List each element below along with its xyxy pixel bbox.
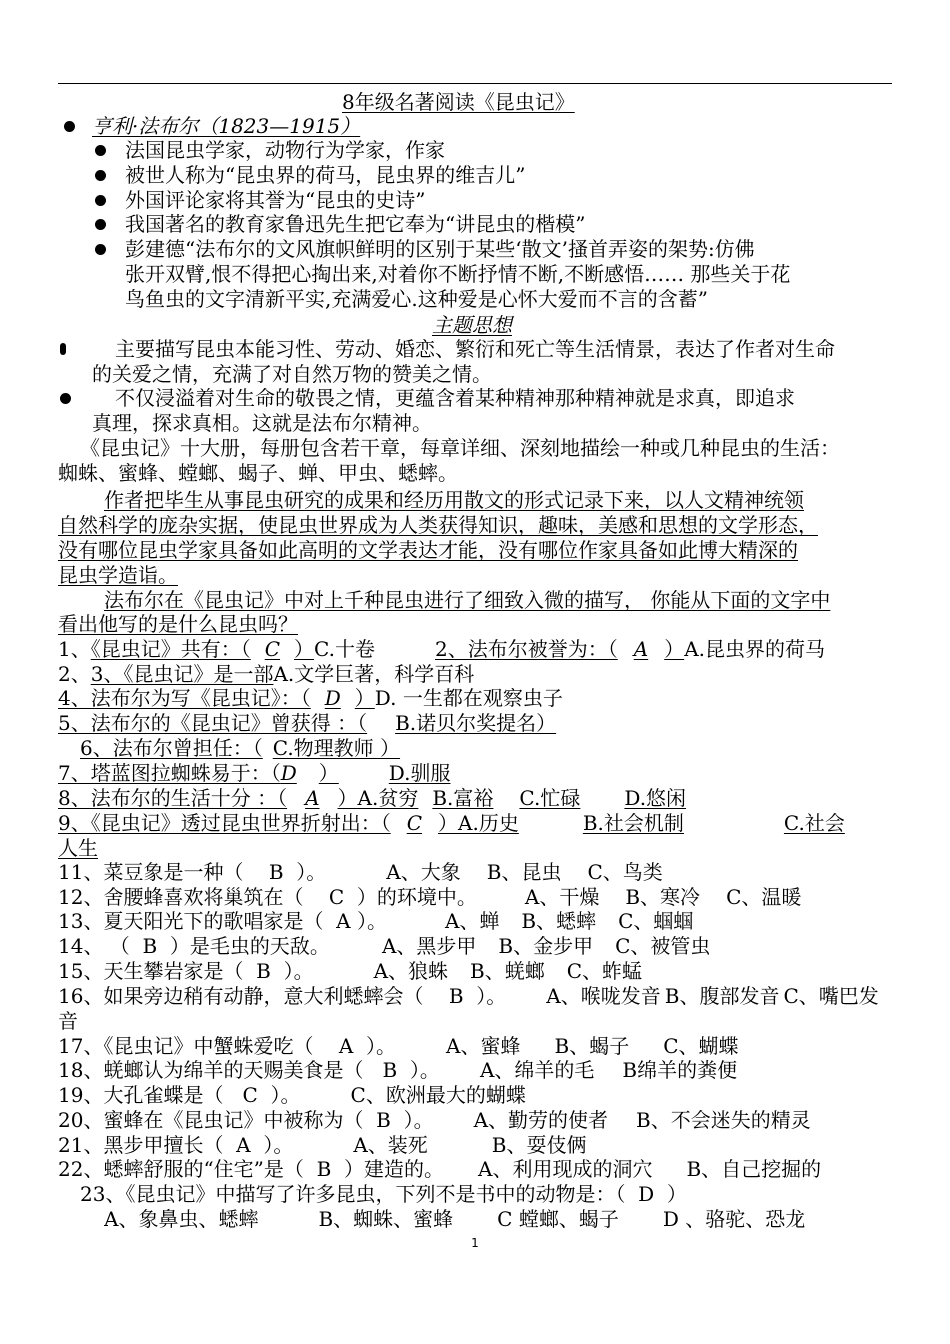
question-close: ） bbox=[664, 637, 685, 661]
mc-option: C、欧洲最大的蝴蝶 bbox=[350, 1083, 526, 1107]
mc-option: A、狼蛛 bbox=[373, 959, 449, 983]
option: C.十卷 bbox=[314, 637, 375, 661]
bullet-dot bbox=[95, 195, 106, 206]
theme-paragraph: 的关爱之情，充满了对自然万物的赞美之情。 bbox=[92, 362, 492, 386]
mc-option: B、蟋蟀 bbox=[521, 909, 597, 933]
mc-question-row bbox=[104, 1207, 944, 1232]
mc-question-text: 21、黑步甲擅长（ A ）。 bbox=[58, 1133, 294, 1157]
theme-paragraph: 真理，探求真相。这就是法布尔精神。 bbox=[92, 411, 432, 435]
list-item: 被世人称为“昆虫界的荷马，昆虫界的维吉儿” bbox=[125, 163, 526, 187]
option: C.社会 bbox=[783, 811, 845, 835]
mc-question-text: 17、《昆虫记》中蟹蛛爱吃（ A ）。 bbox=[58, 1034, 397, 1058]
question-number: 2、 bbox=[58, 662, 91, 686]
mc-option: B、蜘蛛、蜜蜂 bbox=[318, 1207, 454, 1231]
answer: D bbox=[324, 686, 341, 710]
mc-option: B、蝎子 bbox=[554, 1034, 630, 1058]
question-row bbox=[58, 711, 898, 736]
mc-option: C、蝈蝈 bbox=[618, 909, 694, 933]
mc-option: A、象鼻虫、蟋蟀 bbox=[104, 1207, 259, 1231]
mc-question-row bbox=[58, 934, 898, 959]
mc-question-text: 12、舍腰蜂喜欢将巢筑在（ C ）的环境中。 bbox=[58, 885, 477, 909]
option: B.社会机制 bbox=[582, 811, 684, 835]
option: D.悠闲 bbox=[624, 786, 687, 810]
question-row bbox=[58, 786, 898, 811]
question-close: ） bbox=[337, 786, 358, 810]
mc-option: B、昆虫 bbox=[486, 860, 562, 884]
mc-question-text: 18、蜣螂认为绵羊的天赐美食是（ B ）。 bbox=[58, 1058, 440, 1082]
list-item: 法国昆虫学家，动物行为学家，作家 bbox=[125, 138, 445, 162]
page-title: 8年级名著阅读《昆虫记》 bbox=[342, 90, 575, 114]
summary-paragraph: 《昆虫记》十大册，每册包含若干章，每章详细、深刻地描绘一种或几种昆虫的生活： bbox=[80, 436, 840, 460]
question-text: 5、法布尔的《昆虫记》曾获得 ：（ bbox=[58, 711, 368, 735]
mc-option: A、黑步甲 bbox=[381, 934, 477, 958]
mc-question-text: 15、天生攀岩家是（ B ）。 bbox=[58, 959, 314, 983]
mc-option: B、腹部发音 bbox=[664, 984, 780, 1008]
option: A.文学巨著，科学百科 bbox=[273, 662, 475, 686]
option: D. 一生都在观察虫子 bbox=[374, 686, 563, 710]
mc-option: B、耍伎俩 bbox=[491, 1133, 587, 1157]
underlined-paragraph: 没有哪位昆虫学家具备如此高明的文学表达才能，没有哪位作家具备如此博大精深的 bbox=[58, 538, 798, 562]
bullet-dot bbox=[95, 244, 106, 255]
mc-question-text: 16、如果旁边稍有动静，意大利蟋蟀会（ B ）。 bbox=[58, 984, 507, 1008]
mc-option: A、绵羊的毛 bbox=[479, 1058, 595, 1082]
list-item-continued: 鸟鱼虫的文字清新平实,充满爱心.这种爱是心怀大爱而不言的含蓄” bbox=[125, 287, 708, 311]
question-text: 9、《昆虫记》透过昆虫世界折射出：（ bbox=[58, 811, 391, 835]
mc-question-text: 19、大孔雀蝶是（ C ）。 bbox=[58, 1083, 301, 1107]
list-item: 彭建德“法布尔的文风旗帜鲜明的区别于某些‘散文’搔首弄姿的架势:仿佛 bbox=[125, 237, 755, 261]
question-row bbox=[58, 637, 898, 662]
question-text: 4、法布尔为写《昆虫记》：（ bbox=[58, 686, 311, 710]
mc-question-row bbox=[58, 959, 898, 984]
mc-option: D 、骆驼、恐龙 bbox=[662, 1207, 806, 1231]
question-row bbox=[58, 761, 898, 786]
mc-option: A、喉咙发音 bbox=[546, 984, 661, 1008]
question-text: 3、《昆虫记》是一部 bbox=[90, 662, 274, 686]
mc-option: B绵羊的粪便 bbox=[622, 1058, 738, 1082]
mc-option: B、金步甲 bbox=[498, 934, 594, 958]
mc-option: A、利用现成的洞穴 bbox=[478, 1157, 653, 1181]
mc-question-text: 22、蟋蟀舒服的“住宅”是（ B ）建造的。 bbox=[58, 1157, 445, 1181]
question-row bbox=[80, 736, 920, 761]
mc-question-row bbox=[58, 1034, 898, 1059]
mc-option: A、装死 bbox=[353, 1133, 428, 1157]
option: D.驯服 bbox=[388, 761, 451, 785]
mc-option: C、鸟类 bbox=[587, 860, 663, 884]
answer: C bbox=[264, 637, 281, 661]
option: C.忙碌 bbox=[519, 786, 581, 810]
answer: D bbox=[280, 761, 297, 785]
theme-heading: 主题思想 bbox=[432, 313, 512, 337]
theme-paragraph: 不仅浸溢着对生命的敬畏之情，更蕴含着某种精神那种精神就是求真，即追求 bbox=[115, 386, 795, 410]
answer: A bbox=[305, 786, 320, 810]
bullet-dot bbox=[95, 219, 106, 230]
mc-question-row bbox=[58, 1157, 898, 1182]
mc-option: A、蜜蜂 bbox=[446, 1034, 521, 1058]
question-text: 2、法布尔被誉为：（ bbox=[435, 637, 618, 661]
question-close: ） bbox=[294, 637, 315, 661]
header-rule bbox=[58, 83, 892, 84]
underlined-paragraph: 作者把毕生从事昆虫研究的成果和经历用散文的形式记录下来，以人文精神统领 bbox=[104, 488, 804, 512]
option: A.贫穷 bbox=[357, 786, 419, 810]
answer: C bbox=[406, 811, 423, 835]
mc-question-row bbox=[58, 860, 898, 885]
question-prompt: 看出他写的是什么昆虫吗？ bbox=[58, 612, 298, 636]
mc-question-row bbox=[58, 1009, 898, 1034]
question-prompt: 法布尔在《昆虫记》中对上千种昆虫进行了细致入微的描写， 你能从下面的文字中 bbox=[104, 588, 831, 612]
question-close: ） bbox=[318, 761, 339, 785]
mc-option: B、寒冷 bbox=[625, 885, 701, 909]
mc-option: A、勤劳的使者 bbox=[473, 1108, 609, 1132]
mc-option: C、温暖 bbox=[726, 885, 802, 909]
bullet-dot bbox=[95, 170, 106, 181]
question-row bbox=[58, 686, 898, 711]
mc-question-row bbox=[58, 1133, 898, 1158]
question-row bbox=[58, 662, 898, 687]
mc-option: A、蝉 bbox=[444, 909, 500, 933]
option: C.物理教师 ） bbox=[272, 736, 401, 760]
option: A.历史 bbox=[458, 811, 519, 835]
mc-option: A、大象 bbox=[386, 860, 461, 884]
question-text: 8、法布尔的生活十分 ：（ bbox=[58, 786, 288, 810]
list-item-continued: 张开双臂,恨不得把心掏出来,对着你不断抒情不断,不断感悟…… 那些关于花 bbox=[125, 262, 791, 286]
option: A.昆虫界的荷马 bbox=[684, 637, 825, 661]
question-row bbox=[58, 811, 894, 836]
mc-option: C 螳螂、蝎子 bbox=[497, 1207, 619, 1231]
question-text: 6、法布尔曾担任：（ bbox=[80, 736, 263, 760]
mc-question-text: 14、 （ B ）是毛虫的天敌。 bbox=[58, 934, 330, 958]
underlined-paragraph: 自然科学的庞杂实据，使昆虫世界成为人类获得知识，趣味，美感和思想的文学形态， bbox=[58, 513, 818, 537]
summary-paragraph: 蜘蛛、蜜蜂、螳螂、蝎子、蝉、甲虫、蟋蟀。 bbox=[58, 461, 458, 485]
bullet-dot bbox=[60, 343, 66, 355]
question-text: 7、塔蓝图拉蜘蛛易于：（ bbox=[58, 761, 281, 785]
mc-question-row bbox=[58, 1108, 898, 1133]
option: B.富裕 bbox=[432, 786, 494, 810]
mc-question-row bbox=[58, 1083, 898, 1108]
mc-question-row bbox=[80, 1182, 920, 1207]
question-text: 《昆虫记》共有：（ bbox=[90, 637, 251, 661]
option: B.诺贝尔奖提名） bbox=[395, 711, 557, 735]
question-continued: 人生 bbox=[58, 836, 98, 860]
mc-question-text: 20、蜜蜂在《昆虫记》中被称为（ B ）。 bbox=[58, 1108, 434, 1132]
mc-question-text: 11、菜豆象是一种（ B ）。 bbox=[58, 860, 327, 884]
mc-option: A、干燥 bbox=[524, 885, 600, 909]
mc-option: C、蚱蜢 bbox=[566, 959, 643, 983]
mc-option: B、蜣螂 bbox=[470, 959, 545, 983]
mc-option: C、被管虫 bbox=[615, 934, 711, 958]
mc-option: B、自己挖掘的 bbox=[686, 1157, 822, 1181]
mc-question-row bbox=[58, 885, 898, 910]
question-close: ） bbox=[438, 811, 459, 835]
mc-question-row bbox=[58, 984, 898, 1009]
list-item: 我国著名的教育家鲁迅先生把它奉为“讲昆虫的楷模” bbox=[125, 212, 586, 236]
mc-option: C、蝴蝶 bbox=[663, 1034, 739, 1058]
question-number: 1、 bbox=[58, 637, 91, 661]
mc-question-row bbox=[58, 1058, 898, 1083]
theme-paragraph: 主要描写昆虫本能习性、劳动、婚恋、繁衍和死亡等生活情景，表达了作者对生命 bbox=[115, 337, 835, 361]
mc-question-text: 音 bbox=[58, 1009, 78, 1033]
bullet-dot bbox=[60, 393, 71, 404]
page-number: 1 bbox=[471, 1236, 479, 1250]
question-close: ） bbox=[354, 686, 375, 710]
mc-question-text: 23、《昆虫记》中描写了许多昆虫，下列不是书中的动物是：（ D ） bbox=[80, 1182, 687, 1206]
mc-option: B、不会迷失的精灵 bbox=[636, 1108, 811, 1132]
mc-option: C、嘴巴发 bbox=[783, 984, 879, 1008]
underlined-paragraph: 昆虫学造诣。 bbox=[58, 563, 178, 587]
bullet-dot bbox=[95, 145, 106, 156]
author-heading: 亨利·法布尔（1823—1915） bbox=[92, 114, 361, 138]
answer: A bbox=[633, 637, 649, 661]
list-item: 外国评论家将其誉为“昆虫的史诗” bbox=[125, 188, 426, 212]
mc-question-row bbox=[58, 909, 898, 934]
bullet-dot bbox=[64, 121, 75, 132]
mc-question-text: 13、夏天阳光下的歌唱家是（ A ）。 bbox=[58, 909, 387, 933]
